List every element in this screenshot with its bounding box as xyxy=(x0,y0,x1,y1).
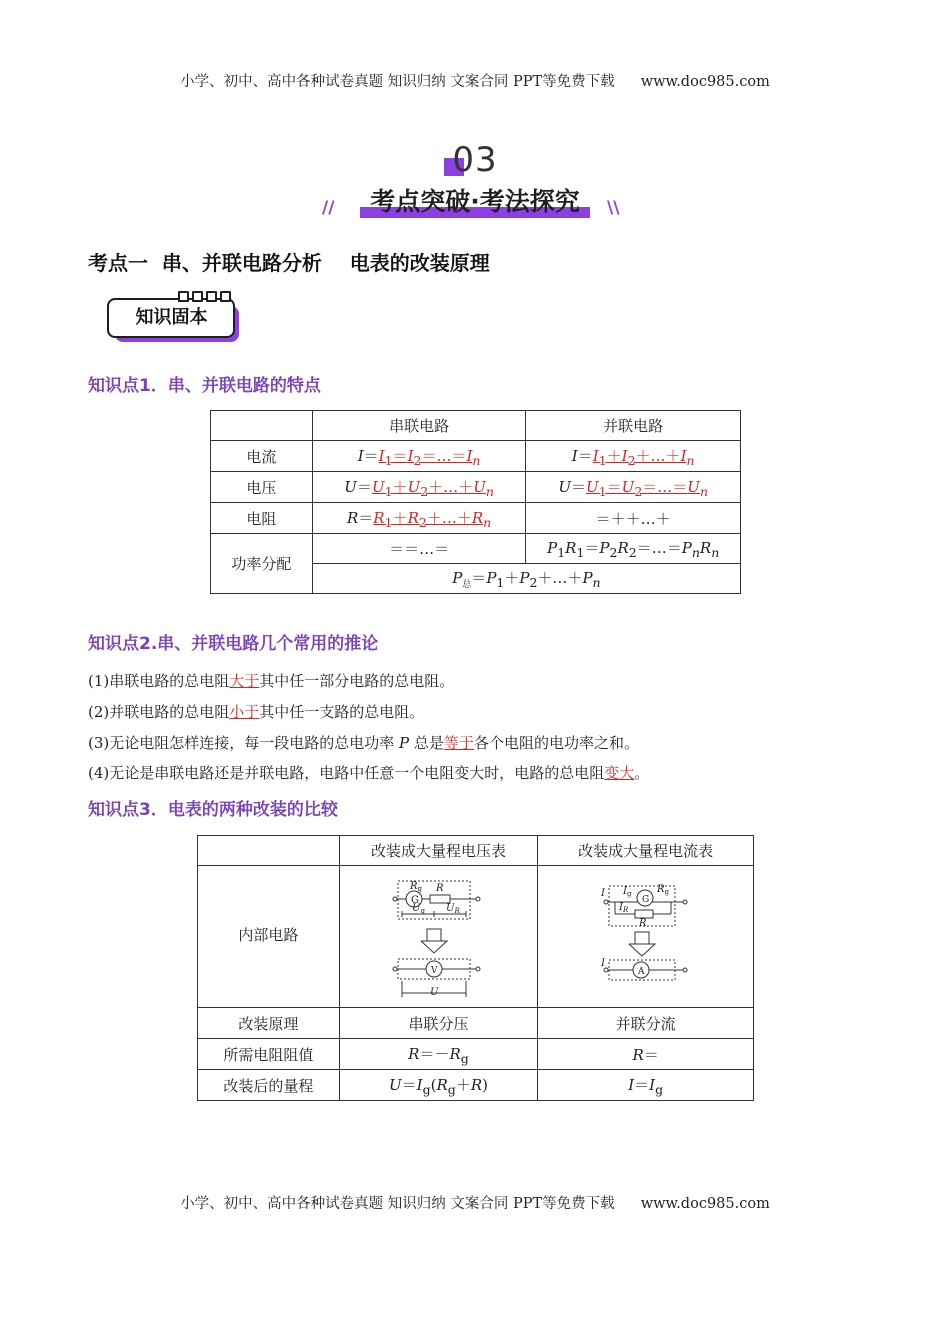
series-current-formula: $I=I_1=I_2=\dots=I_n$ xyxy=(312,441,526,472)
svg-text:R: R xyxy=(436,882,445,894)
svg-text:R: R xyxy=(638,917,647,929)
svg-text:Ug: $U_g$ xyxy=(412,902,426,915)
svg-text:I: I xyxy=(600,957,605,969)
voltmeter-circuit xyxy=(339,866,538,1008)
ammeter-circuit-diagram xyxy=(601,882,691,992)
series-voltage-formula: $U=U_1+U_2+\dots+U_n$ xyxy=(312,472,526,503)
inference-4: (4)无论是串联电路还是并联电路，电路中任意一个电阻变大时，电路的总电阻变大。 xyxy=(88,764,650,782)
ammeter-resistance-formula: R＝ xyxy=(538,1039,754,1070)
kp1-title: 知识点1．串、并联电路的特点 xyxy=(88,376,321,396)
galvanometer-g-label: G xyxy=(641,894,649,905)
row-principle-label: 改装原理 xyxy=(198,1008,340,1039)
inference-3: (3)无论电阻怎样连接，每一段电路的总电功率 P 总是等于各个电阻的电功率之和。 xyxy=(88,734,639,752)
footer-text: 小学、初中、高中各种试卷真题 知识归纳 文案合同 PPT等免费下载 xyxy=(180,1196,615,1212)
header-site: www.doc985.com xyxy=(640,74,770,90)
row-resistance-label: 电阻 xyxy=(211,503,313,534)
ammeter-circuit xyxy=(538,866,754,1008)
svg-text:Ig: $I_g$ xyxy=(622,885,632,898)
table-corner xyxy=(211,411,313,441)
row-range-label: 改装后的量程 xyxy=(198,1070,340,1101)
banner-left-decoration: // xyxy=(322,198,335,218)
voltmeter-range-formula: $U=I_g(R_g+R)$ xyxy=(339,1070,538,1101)
parallel-power-formula: $P_1R_1=P_2R_2=\dots=P_nR_n$ xyxy=(526,534,741,564)
parallel-current-formula: $I=I_1+I_2+\dots+I_n$ xyxy=(526,441,741,472)
ammeter-principle: 并联分流 xyxy=(538,1008,754,1039)
series-resistance-formula: $R=R_1+R_2+\dots+R_n$ xyxy=(312,503,526,534)
kp2-title: 知识点2.串、并联电路几个常用的推论 xyxy=(88,634,379,654)
svg-text:U: U xyxy=(430,986,439,998)
section-number-text: 03 xyxy=(452,140,498,180)
footer-site: www.doc985.com xyxy=(640,1196,770,1212)
col-series: 串联电路 xyxy=(312,411,526,441)
row-circuit-label: 内部电路 xyxy=(198,866,340,1008)
row-voltage-label: 电压 xyxy=(211,472,313,503)
banner-right-decoration: \\ xyxy=(607,198,620,218)
inference-1: (1)串联电路的总电阻大于其中任一部分电路的总电阻。 xyxy=(88,672,455,690)
row-resistance-value-label: 所需电阻阻值 xyxy=(198,1039,340,1070)
parallel-voltage-formula: $U=U_1=U_2=\dots=U_n$ xyxy=(526,472,741,503)
meter-conversion-table xyxy=(197,835,754,1101)
row-current-label: 电流 xyxy=(211,441,313,472)
table-corner xyxy=(198,836,340,866)
svg-text:Rg: $R_g$ xyxy=(410,880,423,893)
col-parallel: 并联电路 xyxy=(526,411,741,441)
inference-2: (2)并联电路的总电阻小于其中任一支路的总电阻。 xyxy=(88,703,425,721)
total-power-formula: $P_总=P_1+P_2+\dots+P_n$ xyxy=(312,564,740,594)
knowledge-badge-label: 知识固本 xyxy=(135,307,208,328)
knowledge-badge xyxy=(107,298,241,342)
svg-text:I: I xyxy=(600,887,605,899)
kp3-title: 知识点3．电表的两种改装的比较 xyxy=(88,800,338,820)
voltmeter-resistance-formula: $R=-R_g$ xyxy=(339,1039,538,1070)
header-text: 小学、初中、高中各种试卷真题 知识归纳 文案合同 PPT等免费下载 xyxy=(180,74,615,90)
svg-text:IR: $I_R$ xyxy=(618,901,628,914)
page-footer xyxy=(0,1192,950,1213)
topic-title: 考点一 串、并联电路分析 电表的改装原理 xyxy=(88,251,490,275)
voltmeter-v-label: V xyxy=(431,965,438,976)
voltmeter-circuit-diagram xyxy=(392,875,484,999)
ammeter-range-formula: $I=I_g$ xyxy=(538,1070,754,1101)
galvanometer-g-label: G xyxy=(411,894,420,906)
col-ammeter: 改装成大量程电流表 xyxy=(538,836,754,866)
parallel-resistance-formula: ＝＋＋…＋ xyxy=(526,503,741,534)
section-banner xyxy=(0,182,950,218)
series-power-formula: ＝＝…＝ xyxy=(312,534,526,564)
voltmeter-principle: 串联分压 xyxy=(339,1008,538,1039)
ammeter-a-label: A xyxy=(637,966,645,977)
svg-text:Rg: $R_g$ xyxy=(656,883,669,896)
series-parallel-table xyxy=(210,410,741,594)
row-power-label: 功率分配 xyxy=(211,534,313,594)
col-voltmeter: 改装成大量程电压表 xyxy=(339,836,538,866)
section-number xyxy=(0,140,950,180)
page-header xyxy=(0,70,950,91)
svg-text:UR: $U_R$ xyxy=(446,902,461,915)
section-banner-text: 考点突破·考法探究 xyxy=(370,187,580,216)
